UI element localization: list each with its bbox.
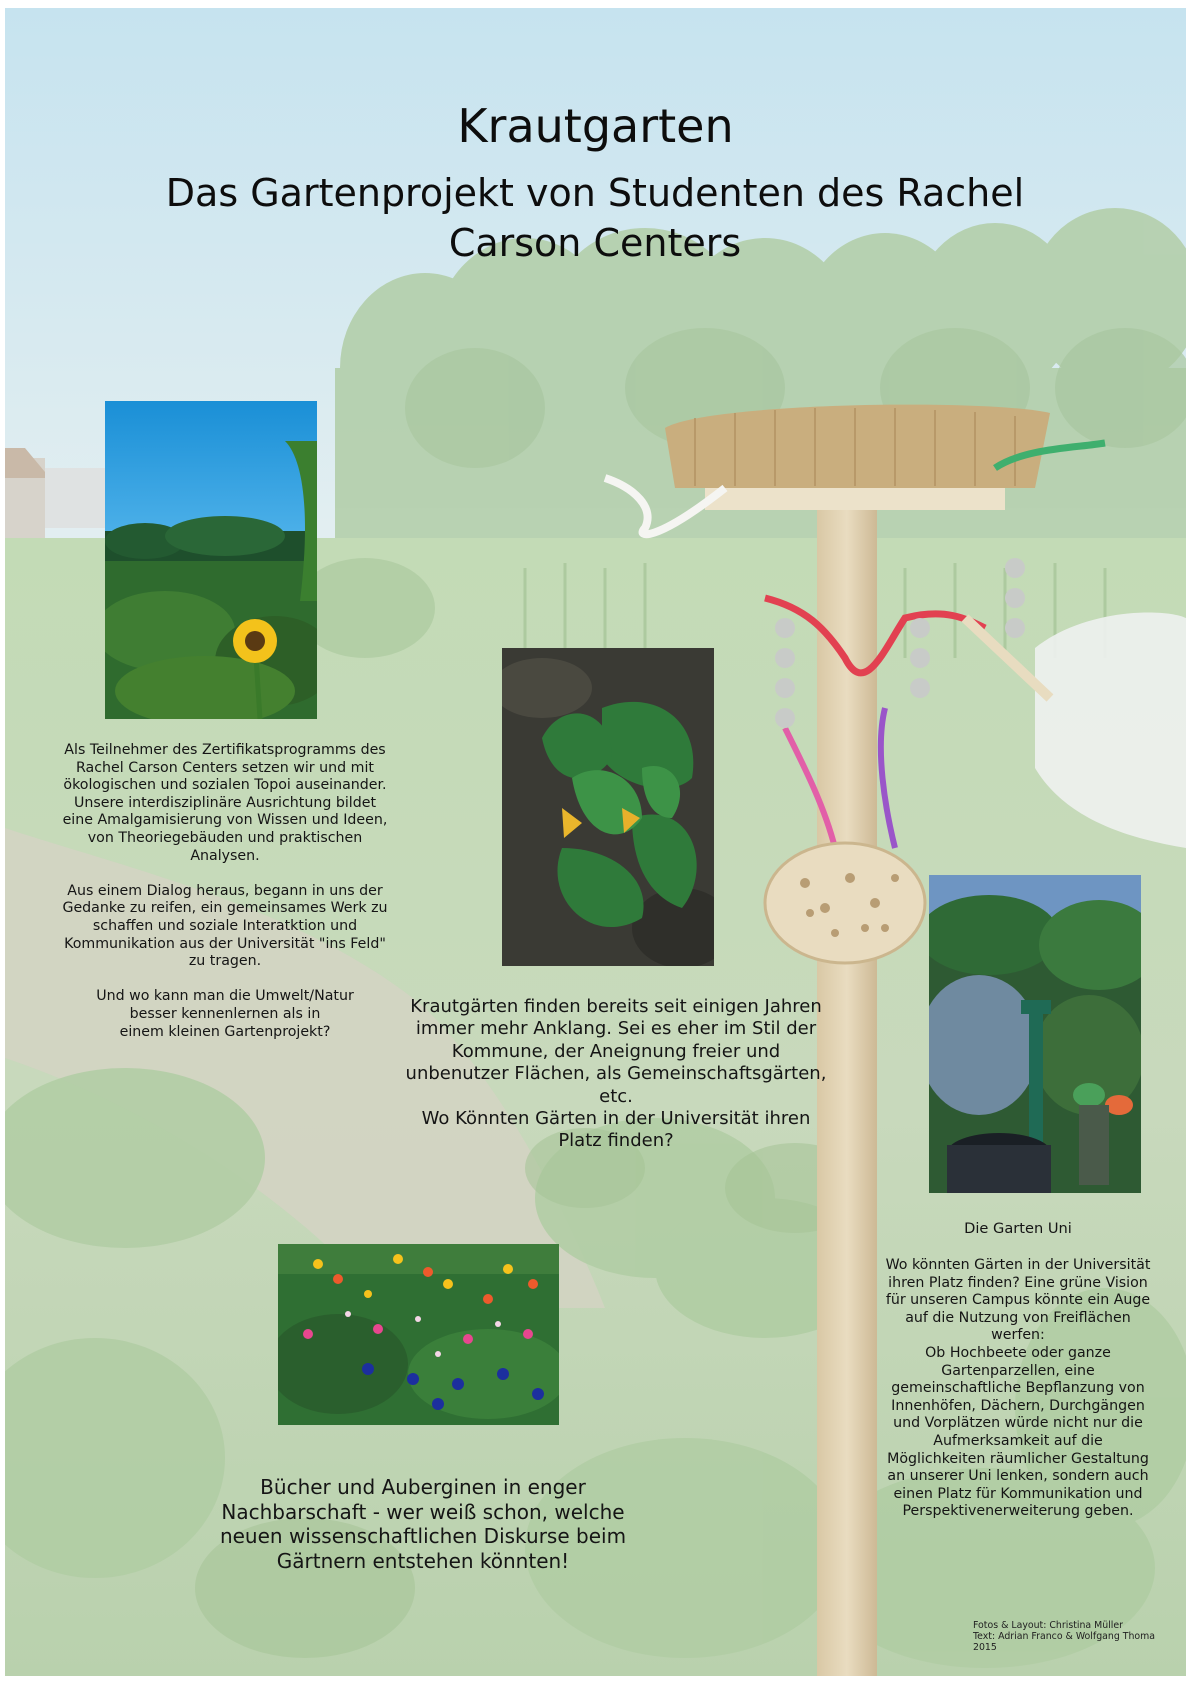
wildflowers-photo [278,1244,559,1425]
water-pump-photo [929,875,1141,1193]
page-title: Krautgarten [457,99,734,153]
sunflower-photo [105,401,317,719]
credits: Fotos & Layout: Christina Müller Text: Adrian Franco & Wolfgang Thoma 2015 [973,1620,1156,1654]
garden-uni-paragraph: Wo könnten Gärten in der Universität ihren Platz finden? Eine grüne Vision für unseren Campus könnte ein Auge auf die Nutzung von Freiflächen werfen: Ob Hochbeete oder ganze Gartenparzellen, eine gemeinschaftliche Bepflanzung von Innenhöfen, Dächern, Durchgängen und Vorplätzen würde nicht nur die Aufmerksamkeit auf die Möglichkeiten räumlicher Gestaltung an unserer Uni lenken, sondern auch einen Platz für Kommunikation und Perspektivenerweiterung geben. [885,1257,1151,1520]
page-subtitle: Das Gartenprojekt von Studenten des Rachel Carson Centers [165,171,1025,265]
garden-uni-heading: Die Garten Uni [964,1220,1072,1237]
krautgaerten-paragraph: Krautgärten finden bereits seit einigen Jahren immer mehr Anklang. Sei es eher im Stil der Kommune, der Aneignung freier und unbenutzer Flächen, als Gemeinschaftsgärten, etc. Wo Könnten Gärten in der Universität ihren Platz finden? [405,996,827,1152]
poster [5,8,1186,1676]
zucchini-plant-photo [502,648,714,966]
closing-statement: Bücher und Auberginen in enger Nachbarschaft - wer weiß schon, welche neuen wissenschaftlichen Diskurse beim Gärtnern entstehen könnten! [219,1475,627,1573]
intro-paragraph: Als Teilnehmer des Zertifikatsprogramms des Rachel Carson Centers setzen wir und mit ökologischen und sozialen Topoi auseinander. Unsere interdisziplinäre Ausrichtung bildet eine Amalgamisierung von Wissen und Ideen, von Theoriegebäuden und praktischen Analysen. Aus einem Dialog heraus, begann in uns der Gedanke zu reifen, ein gemeinsames Werk zu schaffen und soziale Interatktion und Kommunikation aus der Universität "ins Feld" zu tragen. Und wo kann man die Umwelt/Natur besser kennenlernen als in einem kleinen Gartenprojekt? [62,742,388,1040]
